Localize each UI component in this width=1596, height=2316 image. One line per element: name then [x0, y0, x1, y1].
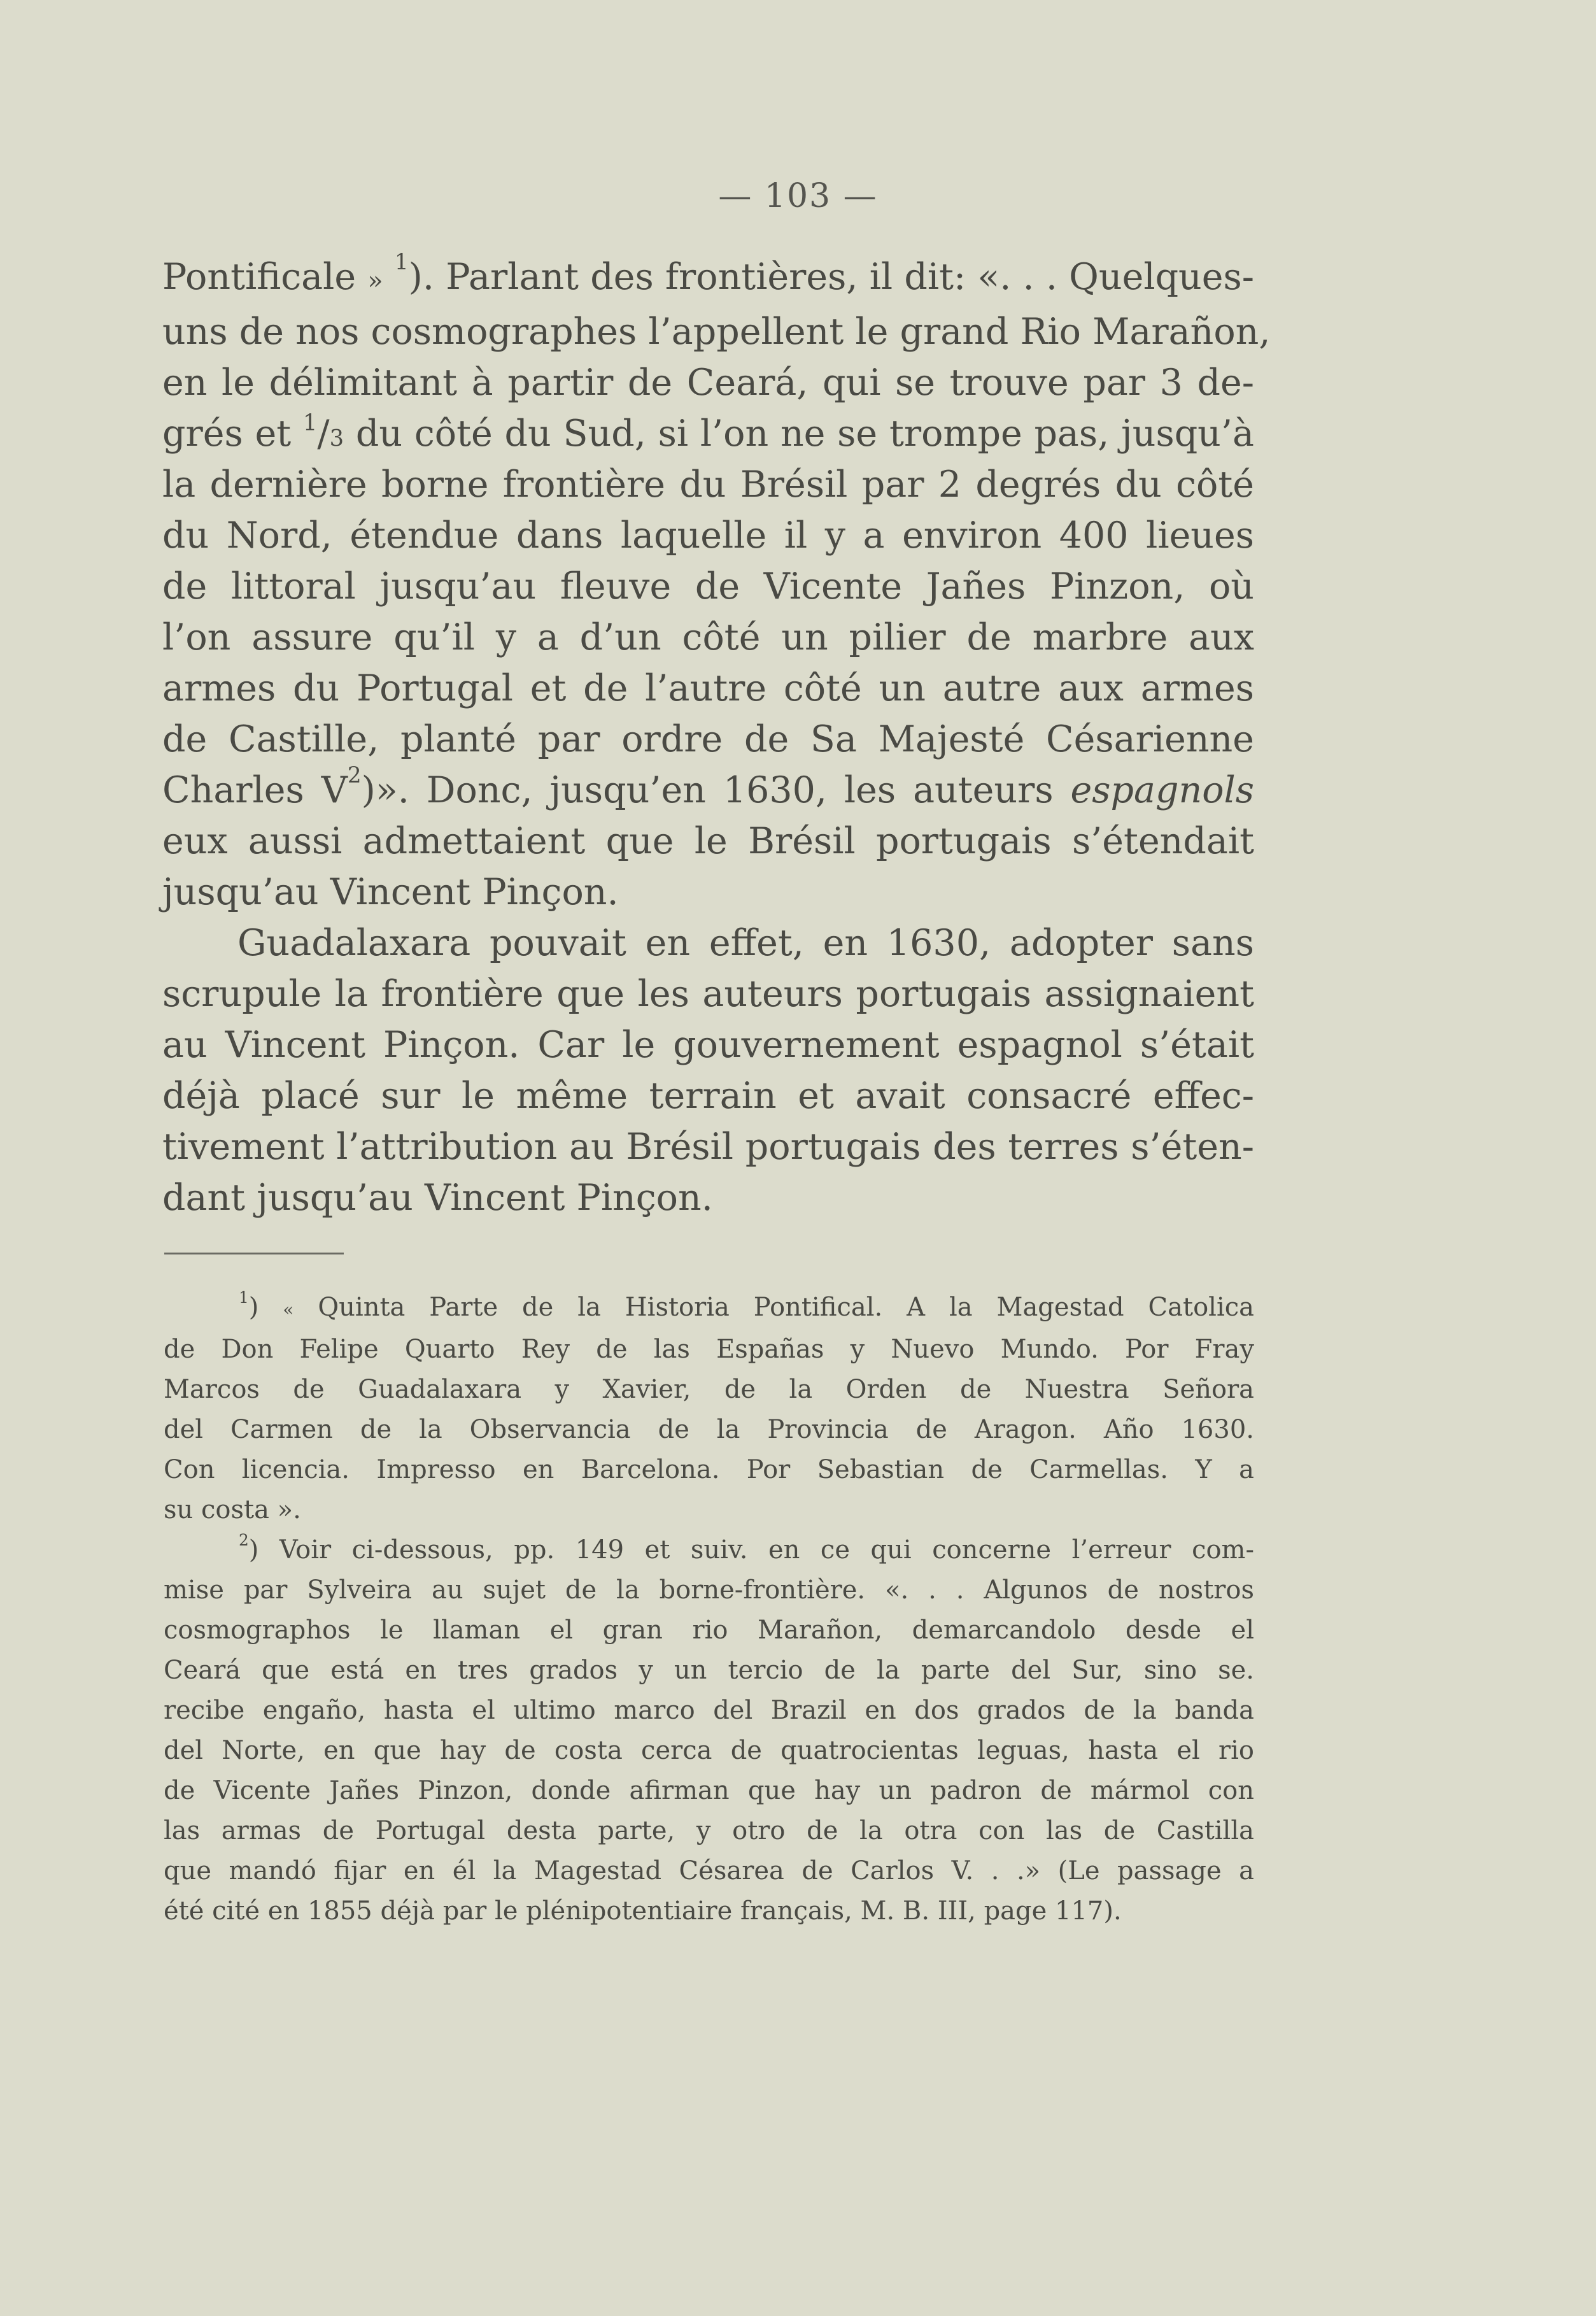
italic-word: espagnols: [1070, 769, 1254, 811]
text-line: du Nord, étendue dans laquelle il y a environ 400 lieues: [162, 515, 1254, 557]
footnote-2-line: Ceará que está en tres grados y un tercio de la parte del Sur, sino se.: [164, 1656, 1254, 1685]
text-line: armes du Portugal et de l’autre côté un autre aux armes: [162, 667, 1254, 709]
fraction-numerator: 1: [302, 409, 318, 436]
text-fragment: Pontificale: [162, 256, 357, 298]
text-line: [162, 252, 1254, 306]
text-fragment: ): [248, 1293, 283, 1322]
footnote-1-line: de Don Felipe Quarto Rey de las Españas y Nuevo Mundo. Por Fray: [164, 1335, 1254, 1364]
text-line: uns de nos cosmographes l’appellent le grand Rio Marañon,: [162, 311, 1271, 353]
text-line: jusqu’au Vincent Pinçon.: [162, 871, 619, 913]
text-line: l’on assure qu’il y a d’un côté un pilier de marbre aux: [162, 616, 1254, 658]
fraction-slash: /: [317, 413, 330, 455]
footnote-2-line: été cité en 1855 déjà par le plénipotentiaire français, M. B. III, page 117).: [164, 1896, 1122, 1926]
text-line: de Castille, planté par ordre de Sa Majesté Césarienne: [162, 718, 1254, 760]
text-line: scrupule la frontière que les auteurs portugais assignaient: [162, 973, 1254, 1015]
footnote-divider: [164, 1253, 344, 1254]
paragraph-first-line: Guadalaxara pouvait en effet, en 1630, adopter sans: [237, 922, 1254, 964]
text-line: dant jusqu’au Vincent Pinçon.: [162, 1177, 713, 1219]
page-number: — 103 —: [718, 177, 878, 215]
footnotes: [164, 1288, 1254, 1931]
footnote-ref-1: 1: [394, 250, 409, 276]
text-line: au Vincent Pinçon. Car le gouvernement espagnol s’était: [162, 1024, 1254, 1066]
footnote-marker-2: 2: [239, 1531, 249, 1550]
text-fragment: grés et: [162, 413, 303, 455]
text-fragment: ). Parlant des frontières, il dit: «. . . Quelques-: [408, 256, 1255, 298]
footnote-1-line: Con licencia. Impresso en Barcelona. Por Sebastian de Carmellas. Y a: [164, 1455, 1254, 1484]
footnote-1-line: su costa ».: [164, 1495, 301, 1524]
text-fragment: Quinta Parte de la Historia Pontifical. A la Magestad Catolica: [293, 1293, 1254, 1322]
text-line: [162, 765, 1254, 816]
text-fragment: Charles V: [162, 769, 348, 811]
footnote-2-line: del Norte, en que hay de costa cerca de quatrocientas leguas, hasta el rio: [164, 1736, 1254, 1765]
footnote-1-line: [164, 1288, 1254, 1330]
text-line: eux aussi admettaient que le Brésil portugais s’étendait: [162, 820, 1254, 862]
footnote-2-line: las armas de Portugal desta parte, y otro de la otra con las de Castilla: [164, 1816, 1254, 1845]
main-text: [162, 250, 1271, 1223]
text-fragment: )». Donc, jusqu’en 1630, les auteurs: [361, 769, 1071, 811]
text-line: tivement l’attribution au Brésil portugais des terres s’éten-: [162, 1126, 1254, 1168]
text-line: déjà placé sur le même terrain et avait consacré effec-: [162, 1075, 1254, 1117]
footnote-2-line: que mandó fijar en él la Magestad Césarea de Carlos V. . .» (Le passage a: [164, 1856, 1254, 1886]
text-line: en le délimitant à partir de Ceará, qui se trouve par 3 de-: [162, 362, 1254, 404]
text-line: la dernière borne frontière du Brésil par 2 degrés du côté: [162, 464, 1254, 506]
text-line: [162, 408, 1254, 459]
footnote-1-line: Marcos de Guadalaxara y Xavier, de la Orden de Nuestra Señora: [164, 1375, 1254, 1404]
footnote-2-line: recibe engaño, hasta el ultimo marco del Brazil en dos grados de la banda: [164, 1696, 1254, 1725]
guillemet: »: [367, 266, 383, 295]
footnote-2-line: [164, 1530, 1254, 1570]
footnote-1-line: del Carmen de la Observancia de la Provincia de Aragon. Año 1630.: [164, 1415, 1254, 1444]
fraction-denominator: 3: [329, 425, 344, 451]
text-line: de littoral jusqu’au fleuve de Vicente Jañes Pinzon, où: [162, 565, 1254, 607]
text-fragment: ) Voir ci-dessous, pp. 149 et suiv. en ce qui concerne l’erreur com-: [248, 1535, 1254, 1565]
footnote-2-line: mise par Sylveira au sujet de la borne-frontière. «. . . Algunos de nostros: [164, 1575, 1254, 1605]
text-fragment: du côté du Sud, si l’on ne se trompe pas, jusqu’à: [344, 413, 1254, 455]
guillemet: «: [283, 1299, 294, 1320]
footnote-2-line: cosmographos le llaman el gran rio Marañon, demarcandolo desde el: [164, 1616, 1254, 1645]
footnote-marker-1: 1: [239, 1288, 249, 1307]
footnote-ref-2: 2: [347, 763, 362, 789]
footnote-2-line: de Vicente Jañes Pinzon, donde afirman que hay un padron de mármol con: [164, 1776, 1254, 1805]
